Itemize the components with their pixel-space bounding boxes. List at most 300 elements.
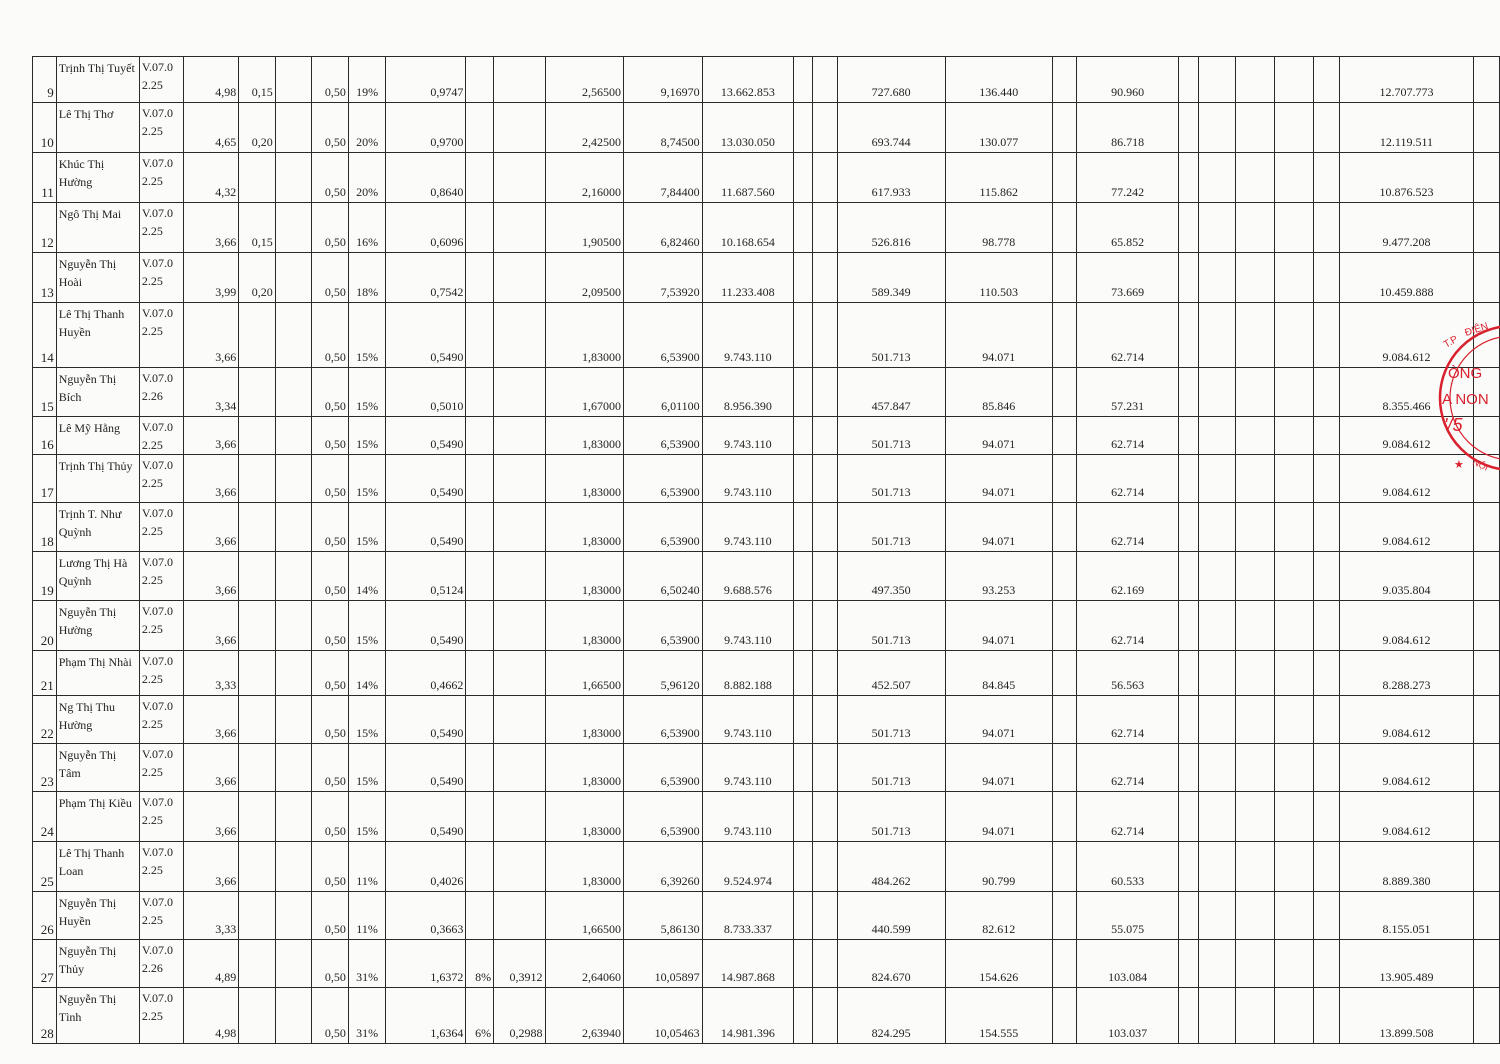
seniority-percent: 14%: [348, 651, 386, 696]
excess-seniority-allowance: [494, 601, 545, 651]
seniority-percent: 16%: [348, 203, 386, 253]
rank-code: V.07.0 2.25: [139, 103, 183, 153]
salary-coefficient: 3,66: [183, 792, 239, 842]
unemployment-insurance: 62.714: [1076, 601, 1178, 651]
preferential-allowance: 1,90500: [545, 203, 623, 253]
seal-star-icon: ★: [1454, 459, 1464, 471]
empty-cell: [794, 792, 812, 842]
empty-cell: [1473, 892, 1499, 940]
excess-seniority-allowance: 0,3912: [494, 940, 545, 988]
seniority-allowance: 0,5490: [386, 744, 466, 792]
empty-cell: [1274, 892, 1313, 940]
total-amount: 13.030.050: [702, 103, 794, 153]
empty-cell: [794, 368, 812, 417]
empty-cell: [1473, 552, 1499, 601]
empty-cell: [1274, 503, 1313, 552]
empty-cell: [1274, 153, 1313, 203]
empty-cell: [275, 417, 312, 455]
seniority-allowance: 0,5490: [386, 455, 466, 503]
empty-cell: [1198, 651, 1236, 696]
empty-cell: [1473, 651, 1499, 696]
position-allowance: [239, 552, 276, 601]
empty-cell: [1198, 552, 1236, 601]
empty-cell: [275, 203, 312, 253]
empty-cell: [1473, 842, 1499, 892]
net-pay: 9.084.612: [1340, 601, 1474, 651]
excess-seniority-percent: [466, 455, 494, 503]
table-row: [33, 940, 1500, 988]
position-allowance: [239, 153, 276, 203]
position-allowance: [239, 988, 276, 1044]
empty-cell: [794, 203, 812, 253]
row-number: 9: [33, 57, 57, 103]
seal-text-2: ĐIỆN: [1463, 321, 1490, 339]
social-insurance: 824.295: [837, 988, 945, 1044]
position-allowance: [239, 792, 276, 842]
empty-cell: [275, 651, 312, 696]
empty-cell: [1236, 601, 1274, 651]
empty-cell: [1198, 417, 1236, 455]
preferential-allowance: 1,83000: [545, 842, 623, 892]
net-pay: 8.155.051: [1340, 892, 1474, 940]
row-number: 11: [33, 153, 57, 203]
total-amount: 9.688.576: [702, 552, 794, 601]
total-amount: 9.743.110: [702, 696, 794, 744]
empty-cell: [1236, 417, 1274, 455]
row-number: 22: [33, 696, 57, 744]
rank-code: V.07.0 2.25: [139, 552, 183, 601]
empty-cell: [1314, 988, 1340, 1044]
salary-coefficient: 4,89: [183, 940, 239, 988]
seniority-percent: 19%: [348, 57, 386, 103]
empty-cell: [1314, 601, 1340, 651]
unemployment-insurance: 62.714: [1076, 696, 1178, 744]
rank-code: V.07.0 2.25: [139, 842, 183, 892]
rank-code: V.07.0 2.25: [139, 892, 183, 940]
empty-cell: [794, 103, 812, 153]
empty-cell: [275, 601, 312, 651]
empty-cell: [1179, 103, 1198, 153]
excess-seniority-allowance: [494, 892, 545, 940]
empty-cell: [794, 744, 812, 792]
allowance-rate: 0,50: [312, 57, 349, 103]
seniority-allowance: 0,6096: [386, 203, 466, 253]
position-allowance: [239, 368, 276, 417]
unemployment-insurance: 90.960: [1076, 57, 1178, 103]
employee-name: Trịnh Thị Tuyết: [56, 57, 139, 103]
empty-cell: [1236, 552, 1274, 601]
rank-code: V.07.0 2.25: [139, 417, 183, 455]
health-insurance: 154.555: [945, 988, 1052, 1044]
seniority-percent: 15%: [348, 792, 386, 842]
empty-cell: [275, 940, 312, 988]
empty-cell: [1274, 792, 1313, 842]
empty-cell: [1236, 103, 1274, 153]
allowance-rate: 0,50: [312, 303, 349, 368]
excess-seniority-percent: [466, 601, 494, 651]
employee-name: Phạm Thị Nhài: [56, 651, 139, 696]
row-number: 18: [33, 503, 57, 552]
excess-seniority-percent: [466, 103, 494, 153]
social-insurance: 727.680: [837, 57, 945, 103]
seniority-allowance: 0,4662: [386, 651, 466, 696]
seniority-percent: 20%: [348, 153, 386, 203]
empty-cell: [275, 744, 312, 792]
empty-cell: [1473, 940, 1499, 988]
total-amount: 11.233.408: [702, 253, 794, 303]
empty-cell: [812, 153, 837, 203]
table-row: [33, 455, 1500, 503]
empty-cell: [1236, 744, 1274, 792]
empty-cell: [1052, 417, 1076, 455]
empty-cell: [1198, 696, 1236, 744]
allowance-rate: 0,50: [312, 744, 349, 792]
employee-name: Nguyễn Thị Hoài: [56, 253, 139, 303]
empty-cell: [1314, 203, 1340, 253]
total-amount: 9.524.974: [702, 842, 794, 892]
empty-cell: [1274, 455, 1313, 503]
empty-cell: [1236, 792, 1274, 842]
empty-cell: [1473, 57, 1499, 103]
empty-cell: [1052, 842, 1076, 892]
empty-cell: [1314, 417, 1340, 455]
empty-cell: [1473, 253, 1499, 303]
empty-cell: [1274, 303, 1313, 368]
seal-text-3: ÒNG: [1448, 365, 1483, 382]
empty-cell: [1473, 792, 1499, 842]
seal-text-1: T.P: [1442, 333, 1461, 351]
excess-seniority-percent: [466, 744, 494, 792]
preferential-allowance: 1,83000: [545, 792, 623, 842]
empty-cell: [1198, 153, 1236, 203]
excess-seniority-allowance: [494, 792, 545, 842]
health-insurance: 136.440: [945, 57, 1052, 103]
salary-coefficient: 4,98: [183, 57, 239, 103]
allowance-rate: 0,50: [312, 552, 349, 601]
social-insurance: 484.262: [837, 842, 945, 892]
total-amount: 13.662.853: [702, 57, 794, 103]
allowance-rate: 0,50: [312, 601, 349, 651]
empty-cell: [794, 153, 812, 203]
position-allowance: [239, 842, 276, 892]
position-allowance: 0,15: [239, 203, 276, 253]
empty-cell: [794, 696, 812, 744]
excess-seniority-allowance: [494, 253, 545, 303]
empty-cell: [812, 696, 837, 744]
employee-name: Trịnh Thị Thủy: [56, 455, 139, 503]
empty-cell: [1179, 744, 1198, 792]
position-allowance: 0,20: [239, 253, 276, 303]
empty-cell: [1274, 417, 1313, 455]
empty-cell: [1179, 57, 1198, 103]
preferential-allowance: 2,56500: [545, 57, 623, 103]
empty-cell: [1473, 696, 1499, 744]
total-coefficient: 10,05463: [623, 988, 702, 1044]
excess-seniority-percent: [466, 57, 494, 103]
empty-cell: [1473, 153, 1499, 203]
seal-text-6: NỘI: [1471, 456, 1490, 473]
health-insurance: 130.077: [945, 103, 1052, 153]
excess-seniority-allowance: [494, 103, 545, 153]
preferential-allowance: 1,66500: [545, 892, 623, 940]
empty-cell: [1179, 503, 1198, 552]
health-insurance: 94.071: [945, 792, 1052, 842]
employee-name: Lê Thị Thanh Huyền: [56, 303, 139, 368]
allowance-rate: 0,50: [312, 940, 349, 988]
table-row: [33, 792, 1500, 842]
salary-coefficient: 4,32: [183, 153, 239, 203]
employee-name: Lê Thị Thơ: [56, 103, 139, 153]
total-coefficient: 6,50240: [623, 552, 702, 601]
unemployment-insurance: 56.563: [1076, 651, 1178, 696]
allowance-rate: 0,50: [312, 103, 349, 153]
row-number: 19: [33, 552, 57, 601]
health-insurance: 94.071: [945, 696, 1052, 744]
table-row: [33, 552, 1500, 601]
total-amount: 9.743.110: [702, 601, 794, 651]
rank-code: V.07.0 2.25: [139, 303, 183, 368]
health-insurance: 154.626: [945, 940, 1052, 988]
social-insurance: 617.933: [837, 153, 945, 203]
empty-cell: [812, 253, 837, 303]
total-coefficient: 6,53900: [623, 303, 702, 368]
seniority-allowance: 1,6372: [386, 940, 466, 988]
empty-cell: [1236, 651, 1274, 696]
empty-cell: [1198, 892, 1236, 940]
total-coefficient: 5,86130: [623, 892, 702, 940]
empty-cell: [1198, 601, 1236, 651]
empty-cell: [1052, 696, 1076, 744]
salary-coefficient: 3,34: [183, 368, 239, 417]
empty-cell: [1052, 57, 1076, 103]
employee-name: Trịnh T. Như Quỳnh: [56, 503, 139, 552]
table-row: [33, 696, 1500, 744]
social-insurance: 501.713: [837, 792, 945, 842]
seniority-percent: 15%: [348, 417, 386, 455]
unemployment-insurance: 103.037: [1076, 988, 1178, 1044]
empty-cell: [812, 57, 837, 103]
preferential-allowance: 1,83000: [545, 503, 623, 552]
row-number: 21: [33, 651, 57, 696]
table-row: [33, 601, 1500, 651]
employee-name: Khúc Thị Hường: [56, 153, 139, 203]
allowance-rate: 0,50: [312, 153, 349, 203]
preferential-allowance: 2,64060: [545, 940, 623, 988]
empty-cell: [1236, 153, 1274, 203]
social-insurance: 457.847: [837, 368, 945, 417]
salary-coefficient: 3,66: [183, 696, 239, 744]
unemployment-insurance: 62.714: [1076, 792, 1178, 842]
empty-cell: [794, 253, 812, 303]
employee-name: Ng Thị Thu Hường: [56, 696, 139, 744]
health-insurance: 110.503: [945, 253, 1052, 303]
seniority-percent: 15%: [348, 601, 386, 651]
empty-cell: [1179, 988, 1198, 1044]
table-row: [33, 203, 1500, 253]
empty-cell: [1052, 552, 1076, 601]
total-amount: 10.168.654: [702, 203, 794, 253]
empty-cell: [794, 417, 812, 455]
excess-seniority-percent: [466, 368, 494, 417]
empty-cell: [1198, 103, 1236, 153]
empty-cell: [794, 552, 812, 601]
position-allowance: [239, 696, 276, 744]
total-coefficient: 9,16970: [623, 57, 702, 103]
empty-cell: [1052, 892, 1076, 940]
empty-cell: [1236, 892, 1274, 940]
net-pay: 9.084.612: [1340, 455, 1474, 503]
total-amount: 11.687.560: [702, 153, 794, 203]
seal-text-5: '/5: [1444, 415, 1463, 435]
empty-cell: [1052, 368, 1076, 417]
health-insurance: 84.845: [945, 651, 1052, 696]
preferential-allowance: 1,67000: [545, 368, 623, 417]
empty-cell: [1052, 303, 1076, 368]
empty-cell: [1052, 651, 1076, 696]
allowance-rate: 0,50: [312, 696, 349, 744]
empty-cell: [275, 552, 312, 601]
empty-cell: [812, 303, 837, 368]
excess-seniority-allowance: [494, 651, 545, 696]
empty-cell: [1314, 57, 1340, 103]
preferential-allowance: 2,09500: [545, 253, 623, 303]
total-amount: 14.981.396: [702, 988, 794, 1044]
net-pay: 9.035.804: [1340, 552, 1474, 601]
unemployment-insurance: 55.075: [1076, 892, 1178, 940]
table-row: [33, 103, 1500, 153]
table-row: [33, 57, 1500, 103]
rank-code: V.07.0 2.25: [139, 601, 183, 651]
row-number: 10: [33, 103, 57, 153]
salary-coefficient: 3,66: [183, 503, 239, 552]
empty-cell: [1198, 368, 1236, 417]
empty-cell: [794, 303, 812, 368]
empty-cell: [1274, 552, 1313, 601]
salary-coefficient: 3,66: [183, 303, 239, 368]
seniority-allowance: 0,5490: [386, 601, 466, 651]
position-allowance: 0,20: [239, 103, 276, 153]
total-coefficient: 6,53900: [623, 503, 702, 552]
empty-cell: [1314, 552, 1340, 601]
empty-cell: [1314, 103, 1340, 153]
empty-cell: [1314, 253, 1340, 303]
net-pay: 8.288.273: [1340, 651, 1474, 696]
excess-seniority-percent: [466, 253, 494, 303]
net-pay: 9.084.612: [1340, 792, 1474, 842]
table-row: [33, 892, 1500, 940]
health-insurance: 94.071: [945, 503, 1052, 552]
empty-cell: [1179, 303, 1198, 368]
row-number: 23: [33, 744, 57, 792]
employee-name: Lương Thị Hà Quỳnh: [56, 552, 139, 601]
excess-seniority-percent: [466, 153, 494, 203]
excess-seniority-percent: [466, 842, 494, 892]
total-amount: 9.743.110: [702, 792, 794, 842]
empty-cell: [1198, 744, 1236, 792]
empty-cell: [1314, 696, 1340, 744]
total-coefficient: 6,53900: [623, 601, 702, 651]
rank-code: V.07.0 2.25: [139, 744, 183, 792]
empty-cell: [812, 368, 837, 417]
excess-seniority-percent: [466, 552, 494, 601]
seniority-percent: 14%: [348, 552, 386, 601]
total-coefficient: 8,74500: [623, 103, 702, 153]
empty-cell: [1052, 601, 1076, 651]
seniority-allowance: 0,9747: [386, 57, 466, 103]
seniority-allowance: 0,5124: [386, 552, 466, 601]
total-amount: 8.882.188: [702, 651, 794, 696]
allowance-rate: 0,50: [312, 503, 349, 552]
rank-code: V.07.0 2.25: [139, 651, 183, 696]
empty-cell: [1274, 842, 1313, 892]
employee-name: Phạm Thị Kiều: [56, 792, 139, 842]
empty-cell: [1198, 57, 1236, 103]
total-coefficient: 10,05897: [623, 940, 702, 988]
empty-cell: [812, 552, 837, 601]
empty-cell: [1314, 368, 1340, 417]
empty-cell: [812, 455, 837, 503]
social-insurance: 589.349: [837, 253, 945, 303]
row-number: 13: [33, 253, 57, 303]
seniority-allowance: 1,6364: [386, 988, 466, 1044]
allowance-rate: 0,50: [312, 892, 349, 940]
empty-cell: [1179, 455, 1198, 503]
empty-cell: [812, 103, 837, 153]
empty-cell: [1314, 303, 1340, 368]
empty-cell: [275, 988, 312, 1044]
empty-cell: [812, 892, 837, 940]
empty-cell: [1052, 744, 1076, 792]
empty-cell: [1052, 253, 1076, 303]
salary-coefficient: 3,66: [183, 842, 239, 892]
empty-cell: [1052, 103, 1076, 153]
health-insurance: 115.862: [945, 153, 1052, 203]
table-row: [33, 417, 1500, 455]
empty-cell: [1179, 696, 1198, 744]
empty-cell: [794, 842, 812, 892]
social-insurance: 501.713: [837, 455, 945, 503]
table-row: [33, 253, 1500, 303]
position-allowance: [239, 940, 276, 988]
empty-cell: [1179, 203, 1198, 253]
empty-cell: [1236, 696, 1274, 744]
total-coefficient: 6,53900: [623, 792, 702, 842]
net-pay: 13.905.489: [1340, 940, 1474, 988]
seniority-percent: 31%: [348, 988, 386, 1044]
excess-seniority-allowance: [494, 842, 545, 892]
empty-cell: [275, 303, 312, 368]
rank-code: V.07.0 2.25: [139, 792, 183, 842]
empty-cell: [275, 103, 312, 153]
empty-cell: [1473, 103, 1499, 153]
employee-name: Nguyễn Thị Hường: [56, 601, 139, 651]
empty-cell: [1274, 601, 1313, 651]
unemployment-insurance: 62.714: [1076, 744, 1178, 792]
seniority-allowance: 0,5490: [386, 303, 466, 368]
empty-cell: [1274, 203, 1313, 253]
total-coefficient: 7,53920: [623, 253, 702, 303]
empty-cell: [1473, 988, 1499, 1044]
net-pay: 13.899.508: [1340, 988, 1474, 1044]
salary-coefficient: 3,66: [183, 203, 239, 253]
preferential-allowance: 1,66500: [545, 651, 623, 696]
excess-seniority-percent: [466, 892, 494, 940]
excess-seniority-percent: 6%: [466, 988, 494, 1044]
unemployment-insurance: 62.714: [1076, 303, 1178, 368]
net-pay: 9.084.612: [1340, 503, 1474, 552]
employee-name: Lê Mỹ Hằng: [56, 417, 139, 455]
empty-cell: [275, 792, 312, 842]
